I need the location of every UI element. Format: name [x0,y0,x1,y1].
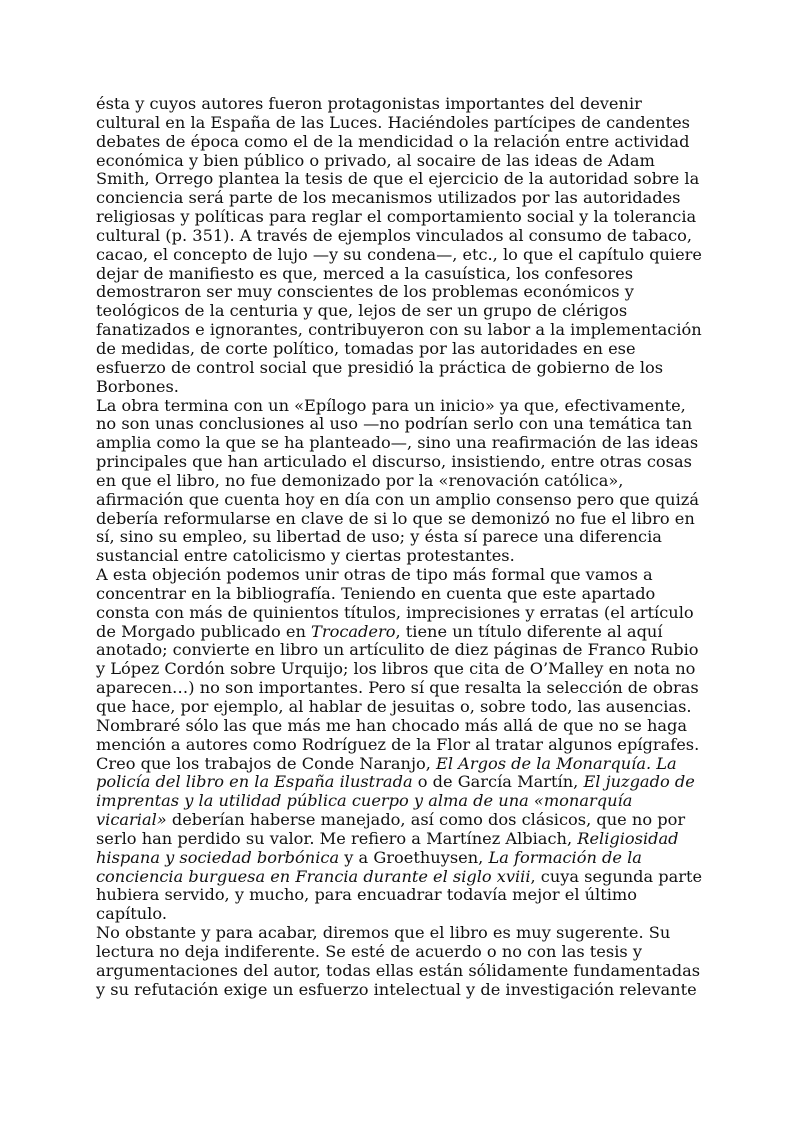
text-segment: debería reformularse en clave de si lo que se demonizó no fue el libro en [96,508,695,528]
italic-title: policía del libro en la España ilustrada [96,772,413,792]
text-segment: demostraron ser muy conscientes de los problemas económicos y [96,282,634,302]
text-line [96,397,700,416]
text-segment: cacao, el concepto de lujo —y su condena—, etc., lo que el capítulo quiere [96,244,702,264]
text-line [96,152,700,171]
text-segment: cultural (p. 351). A través de ejemplos vinculados al consumo de tabaco, [96,225,693,245]
text-line [96,453,700,472]
text-line [96,717,700,736]
text-line [96,378,700,397]
text-line [96,604,700,623]
text-segment: que hace, por ejemplo, al hablar de jesuitas o, sobre todo, las ausencias. [96,697,692,716]
text-segment: ésta y cuyos autores fueron protagonistas importantes del devenir [96,94,642,113]
text-line [96,660,700,679]
italic-title: El Argos de la Monarquía. La [436,753,677,773]
text-segment: y su refutación exige un esfuerzo intelectual y de investigación relevante [96,979,697,999]
text-segment: Creo que los trabajos de Conde Naranjo, [96,753,437,773]
text-line [96,491,700,510]
text-segment: La obra termina con un «Epílogo para un inicio» ya que, efectivamente, [96,395,686,415]
text-line [96,265,700,284]
document-body [96,94,703,1000]
text-segment: No obstante y para acabar, diremos que el libro es muy sugerente. Su [96,923,671,943]
text-segment: A esta objeción podemos unir otras de tipo más formal que vamos a [96,565,653,585]
text-segment: Borbones. [96,376,179,396]
text-line [96,905,700,924]
text-line [96,811,700,830]
text-segment: principales que han articulado el discurso, insistiendo, entre otras cosas [96,452,692,472]
text-segment: argumentaciones del autor, todas ellas están sólidamente fundamentadas [96,960,701,980]
italic-title: imprentas y la utilidad pública cuerpo y alma de una «monarquía [96,791,633,811]
text-segment: consta con más de quinientos títulos, imprecisiones y erratas (el artículo [96,602,694,622]
text-segment: lectura no deja indiferente. Se esté de acuerdo o no con las tesis y [96,941,642,961]
text-line [96,981,700,1000]
text-segment: religiosas y políticas para reglar el comportamiento social y la tolerancia [96,207,697,227]
text-segment: de medidas, de corte político, tomadas por las autoridades en ese [96,338,636,358]
text-line [96,359,700,378]
text-segment: serlo han perdido su valor. Me refiero a Martínez Albiach, [96,828,578,848]
text-segment: hubiera servido, y mucho, para encuadrar todavía mejor el último [96,885,638,905]
text-line [96,641,700,660]
text-line [96,283,700,302]
text-segment: o de García Martín, [412,772,584,792]
text-segment: sí, sino su empleo, su libertad de uso; y ésta sí parece una diferencia [96,527,662,547]
text-line [96,849,700,868]
text-segment: concentrar en la bibliografía. Teniendo en cuenta que este apartado [96,583,656,603]
text-line [96,943,700,962]
text-segment: fanatizados e ignorantes, contribuyeron con su labor a la implementación [96,320,702,340]
italic-title: vicarial» [96,810,167,830]
text-segment: de Morgado publicado en [96,621,312,641]
text-line [96,189,700,208]
text-segment: Smith, Orrego plantea la tesis de que el ejercicio de la autoridad sobre la [96,169,700,189]
text-segment: dejar de manifiesto es que, merced a la casuística, los confesores [96,263,634,283]
text-line [96,566,700,585]
text-line [96,170,700,189]
text-line [96,924,700,943]
italic-title: conciencia burguesa en Francia durante el siglo xviii [96,866,531,886]
text-segment: deberían haberse manejado, así como dos clásicos, que no por [166,810,686,830]
text-segment: anotado; convierte en libro un artículito de diez páginas de Franco Rubio [96,640,699,660]
text-segment: conciencia será parte de los mecanismos utilizados por las autoridades [96,188,681,208]
text-line [96,830,700,849]
text-line [96,755,700,774]
text-line [96,962,700,981]
text-line [96,133,700,152]
text-segment: Nombraré sólo las que más me han chocado más allá de que no se haga [96,715,688,735]
text-line [96,227,700,246]
text-segment: , cuya segunda parte [530,866,703,886]
text-segment: teológicos de la centuria y que, lejos de ser un grupo de clérigos [96,301,628,321]
italic-title: El juzgado de [583,772,695,792]
text-line [96,773,700,792]
text-segment: mención a autores como Rodríguez de la Flor al tratar algunos epígrafes. [96,734,700,754]
text-segment: afirmación que cuenta hoy en día con un amplio consenso pero que quizá [96,489,699,509]
text-line [96,434,700,453]
text-line [96,528,700,547]
text-line [96,736,700,755]
text-segment: cultural en la España de las Luces. Haciéndoles partícipes de candentes [96,112,690,132]
text-line [96,792,700,811]
text-line [96,547,700,566]
italic-title: hispana y sociedad borbónica [96,847,340,867]
text-line [96,623,700,642]
text-line [96,472,700,491]
text-segment: económica y bien público o privado, al socaire de las ideas de Adam [96,150,655,170]
text-segment: aparecen…) no son importantes. Pero sí que resalta la selección de obras [96,678,699,698]
text-line [96,698,700,717]
text-line [96,244,702,265]
text-line [96,340,700,359]
text-segment: capítulo. [96,904,167,924]
text-line [96,321,700,340]
text-line [96,302,700,321]
text-line [96,208,700,227]
text-line [96,114,700,133]
text-segment: amplia como la que se ha planteado—, sino una reafirmación de las ideas [96,433,699,453]
text-line [96,510,700,529]
text-segment: esfuerzo de control social que presidió la práctica de gobierno de los [96,357,664,377]
text-line [96,585,700,604]
text-segment: debates de época como el de la mendicidad o la relación entre actividad [96,131,690,151]
text-segment: no son unas conclusiones al uso —no podrían serlo con una temática tan [96,414,693,434]
text-segment: y a Groethuysen, [339,847,489,867]
text-segment: y López Cordón sobre Urquijo; los libros que cita de O’Malley en nota no [96,659,696,679]
text-line [96,679,700,698]
text-segment: , tiene un título diferente al aquí [395,621,663,641]
text-segment: en que el libro, no fue demonizado por la «renovación católica», [96,470,624,490]
italic-title: La formación de la [488,847,642,867]
text-line [96,866,703,887]
text-line [96,95,700,114]
text-line [96,415,700,434]
text-segment: sustancial entre catolicismo y ciertas protestantes. [96,546,515,566]
italic-title: Religiosidad [577,828,679,848]
text-line [96,886,700,905]
italic-title: Trocadero [311,621,396,641]
